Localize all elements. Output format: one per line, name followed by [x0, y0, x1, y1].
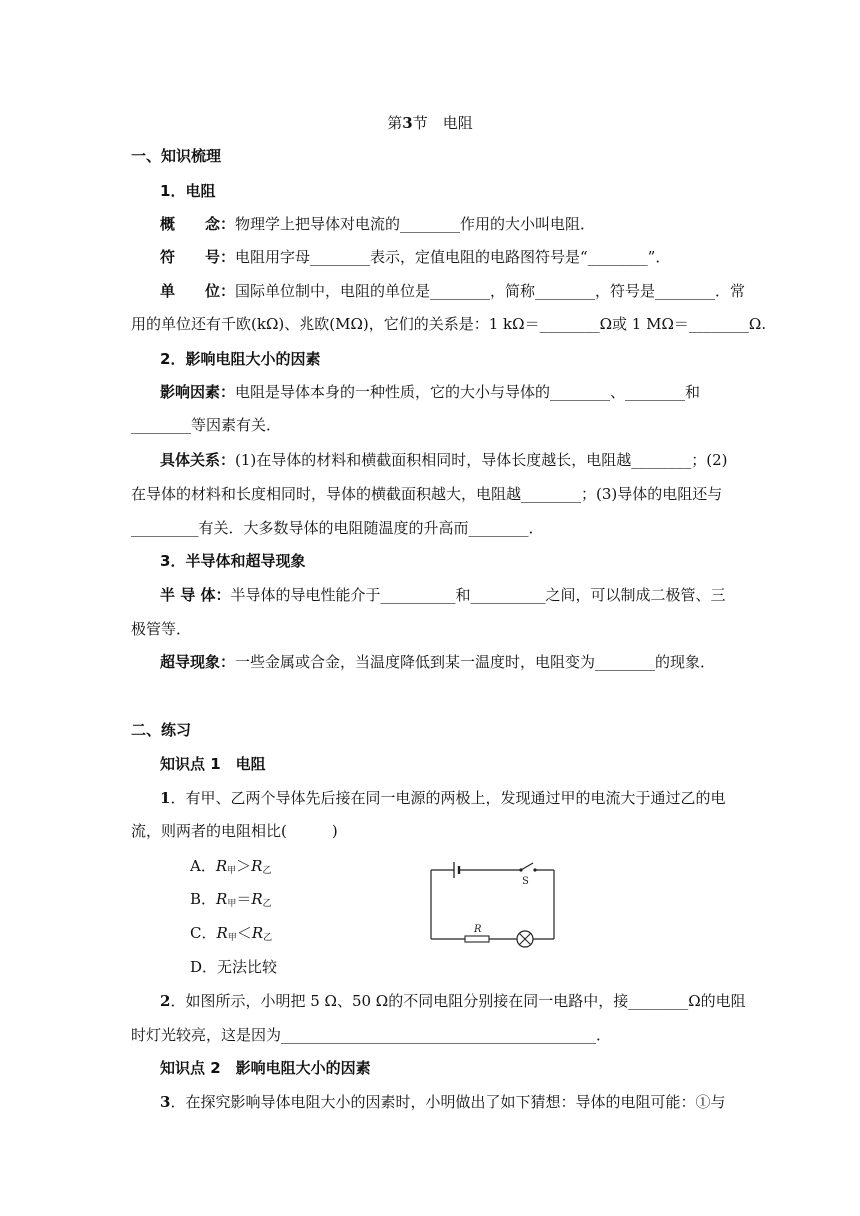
knowledge-point-2: 知识点 2 影响电阻大小的因素 [160, 1059, 371, 1077]
relation-line: 具体关系：(1)在导体的材料和横截面积相同时，导体长度越长，电阻越________；(2) [160, 451, 728, 469]
question-2-cont: 时灯光较亮，这是因为__________________________________________． [131, 1026, 612, 1044]
circuit-diagram [425, 856, 565, 956]
question-3: 3．在探究影响导体电阻大小的因素时，小明做出了如下猜想：导体的电阻可能：①与 [160, 1093, 726, 1111]
resistor-label: R [474, 924, 482, 935]
relation-line-cont1: 在导体的材料和长度相同时，导体的横截面积越大，电阻越________；(3)导体的电阻还与 [131, 485, 723, 503]
subheading-factors: 2．影响电阻大小的因素 [160, 350, 321, 368]
switch-icon [519, 863, 536, 872]
lamp-icon [517, 931, 533, 947]
question-2: 2．如图所示，小明把 5 Ω、50 Ω的不同电阻分别接在同一电路中，接________Ω的电阻 [160, 992, 746, 1010]
unit-line: 单 位：国际单位制中，电阻的单位是________，简称________，符号是________．常 [160, 282, 746, 300]
knowledge-point-1: 知识点 1 电阻 [160, 755, 266, 773]
symbol-line: 符 号：电阻用字母________表示，定值电阻的电路图符号是“________”． [160, 248, 671, 266]
switch-label: S [522, 876, 529, 887]
page-title: 第3节 电阻 [387, 114, 473, 132]
semiconductor-line: 半 导 体：半导体的导电性能介于__________和__________之间，可以制成二极管、三 [160, 586, 726, 604]
factors-line-cont: ________等因素有关． [131, 416, 282, 434]
resistor-icon [465, 936, 489, 942]
subheading-resistance: 1．电阻 [160, 182, 216, 200]
option-a: A．$R_甲>R_乙$ [190, 857, 272, 876]
question-1-cont: 流，则两者的电阻相比( ) [131, 822, 338, 840]
option-d: D．无法比较 [190, 958, 278, 976]
factors-line: 影响因素：电阻是导体本身的一种性质，它的大小与导体的________、________和 [160, 383, 701, 401]
section-heading-knowledge: 一、知识梳理 [131, 147, 222, 165]
relation-line-cont2: _________有关．大多数导体的电阻随温度的升高而________． [131, 519, 544, 537]
battery-icon [454, 862, 459, 878]
unit-line-cont: 用的单位还有千欧(kΩ)、兆欧(MΩ)，它们的关系是：1 kΩ＝________Ω或 1 MΩ＝________Ω. [131, 315, 767, 333]
concept-line: 概 念：物理学上把导体对电流的________作用的大小叫电阻． [160, 215, 596, 233]
semiconductor-line-cont: 极管等． [131, 620, 192, 638]
section-heading-practice: 二、练习 [131, 721, 192, 739]
option-b: B．$R_甲=R_乙$ [190, 890, 272, 909]
subheading-semiconductor: 3．半导体和超导现象 [160, 552, 306, 570]
option-c: C．$R_甲<R_乙$ [190, 924, 273, 943]
question-1: 1．有甲、乙两个导体先后接在同一电源的两极上，发现通过甲的电流大于通过乙的电 [160, 789, 726, 807]
superconductor-line: 超导现象：一些金属或合金，当温度降低到某一温度时，电阻变为________的现象． [160, 653, 716, 671]
